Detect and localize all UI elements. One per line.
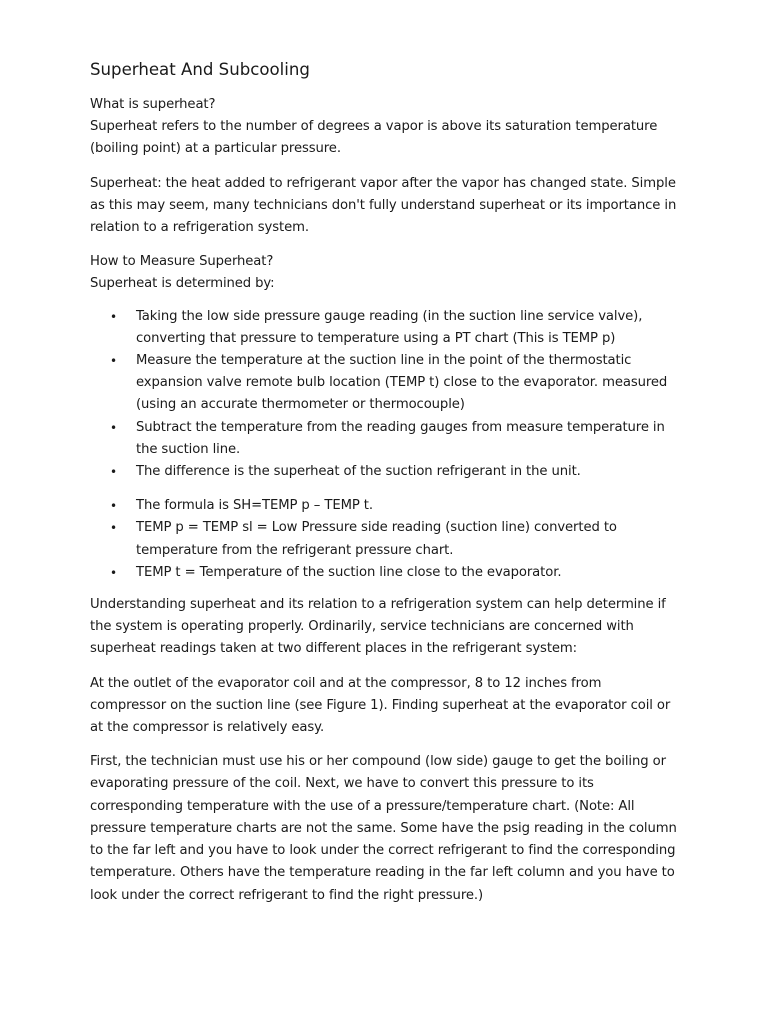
bullet-icon: • [110,309,117,324]
bullet-icon: • [110,465,117,480]
formula-list [90,495,680,584]
paragraph-determined-by: Superheat is determined by: [90,276,275,292]
list-item-text: Taking the low side pressure gauge reading (in the suction line service valve), converting that pressure to temperature using a PT chart (This is TEMP p) [136,308,643,346]
paragraph-superheat-heat-added: Superheat: the heat added to refrigerant vapor after the vapor has changed state. Simple as this may seem, many technicians don't fully understand superheat or its importance in relation to a refrigeration system. [90,175,677,236]
bullet-icon: • [110,565,117,580]
question-what-is-superheat: What is superheat? [90,97,216,112]
list-item [90,417,680,461]
list-item-text: The formula is SH=TEMP p – TEMP t. [136,498,373,514]
document-page [90,58,680,919]
steps-list [90,306,680,484]
paragraph-outlet-evaporator: At the outlet of the evaporator coil and at the compressor, 8 to 12 inches from compressor on the suction line (see Figure 1). Finding superheat at the evaporator coil or at the compressor is relatively easy. [90,675,671,736]
list-item-text: The difference is the superheat of the suction refrigerant in the unit. [136,464,581,480]
bullet-icon: • [110,499,117,514]
list-item [90,517,680,561]
list-item-text: Subtract the temperature from the reading gauges from measure temperature in the suction line. [136,419,665,457]
list-item [90,350,680,417]
bullet-icon: • [110,354,117,369]
paragraph-understanding-superheat: Understanding superheat and its relation to a refrigeration system can help determine if the system is operating properly. Ordinarily, service technicians are concerned with superheat readings taken at two different places in the refrigerant system: [90,597,666,657]
list-item [90,495,680,517]
list-item [90,562,680,584]
paragraph-superheat-definition: Superheat refers to the number of degrees a vapor is above its saturation temperature (boiling point) at a particular pressure. [90,119,658,157]
bullet-icon: • [110,420,117,435]
list-item [90,306,680,350]
bullet-icon: • [110,521,117,536]
list-item-text: TEMP t = Temperature of the suction line close to the evaporator. [136,564,562,580]
list-item [90,461,680,483]
list-item-text: Measure the temperature at the suction line in the point of the thermostatic expansion valve remote bulb location (TEMP t) close to the evaporator. measured (using an accurate thermometer or thermocouple) [136,353,668,413]
document-title: Superheat And Subcooling [90,60,310,79]
paragraph-compound-gauge: First, the technician must use his or her compound (low side) gauge to get the boiling or evaporating pressure of the coil. Next, we have to convert this pressure to its corresponding temperature with the use of a pressure/temperature chart. (Note: All pressure temperature charts are not the same. Some have the psig reading in the column to the far left and you have to look under the correct refrigerant to find the corresponding temperature. Others have the temperature reading in the far left column and you have to look under the correct refrigerant to find the right pressure.) [90,754,677,903]
question-how-to-measure: How to Measure Superheat? [90,254,274,270]
list-item-text: TEMP p = TEMP sl = Low Pressure side reading (suction line) converted to temperature from the refrigerant pressure chart. [136,520,617,558]
